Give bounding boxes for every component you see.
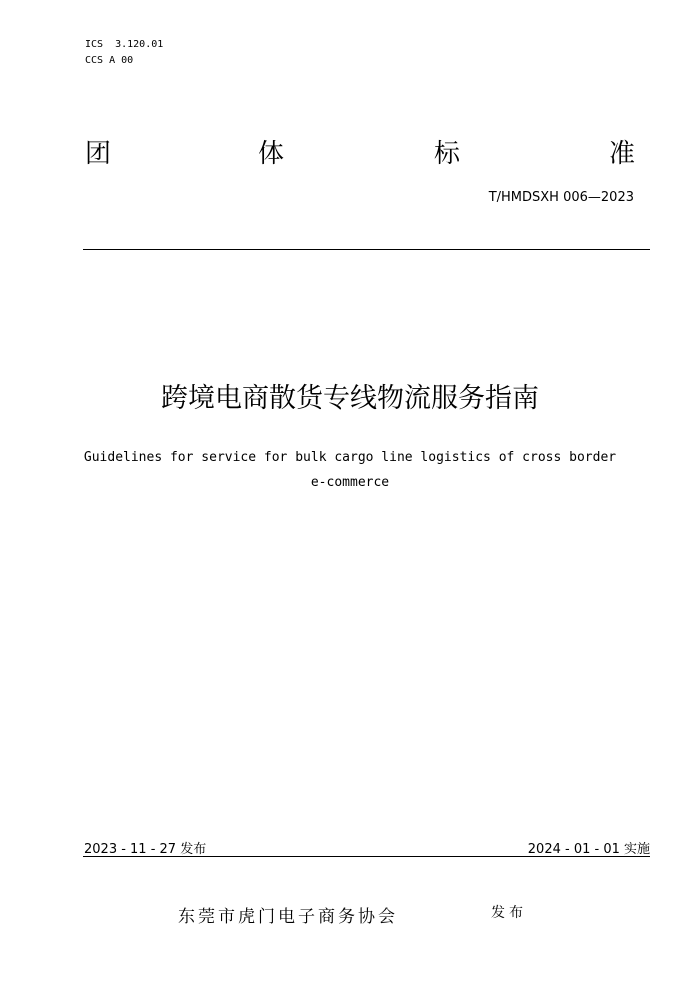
standard-type-char-3: 标	[434, 139, 461, 169]
publisher-name: 东莞市虎门电子商务协会	[178, 907, 398, 927]
ics-ccs-block	[85, 37, 163, 69]
standard-type-char-4: 准	[609, 139, 636, 169]
top-divider	[83, 249, 650, 250]
publisher-action: 发布	[491, 905, 527, 921]
bottom-divider	[83, 856, 650, 857]
title-english-line-1: Guidelines for service for bulk cargo line logistics of cross border	[83, 450, 617, 465]
standard-type-char-2: 体	[258, 139, 285, 169]
title-chinese: 跨境电商散货专线物流服务指南	[161, 383, 539, 414]
ccs-code: CCS A 00	[85, 55, 134, 66]
standard-number: T/HMDSXH 006—2023	[488, 190, 634, 205]
title-english	[0, 445, 700, 495]
ics-code: ICS 3.120.01	[85, 39, 164, 50]
implementation-date: 2024 - 01 - 01 实施	[527, 842, 650, 857]
standard-type-char-1: 团	[85, 139, 112, 169]
title-english-line-2: e-commerce	[310, 475, 390, 490]
issue-date: 2023 - 11 - 27 发布	[84, 842, 207, 857]
